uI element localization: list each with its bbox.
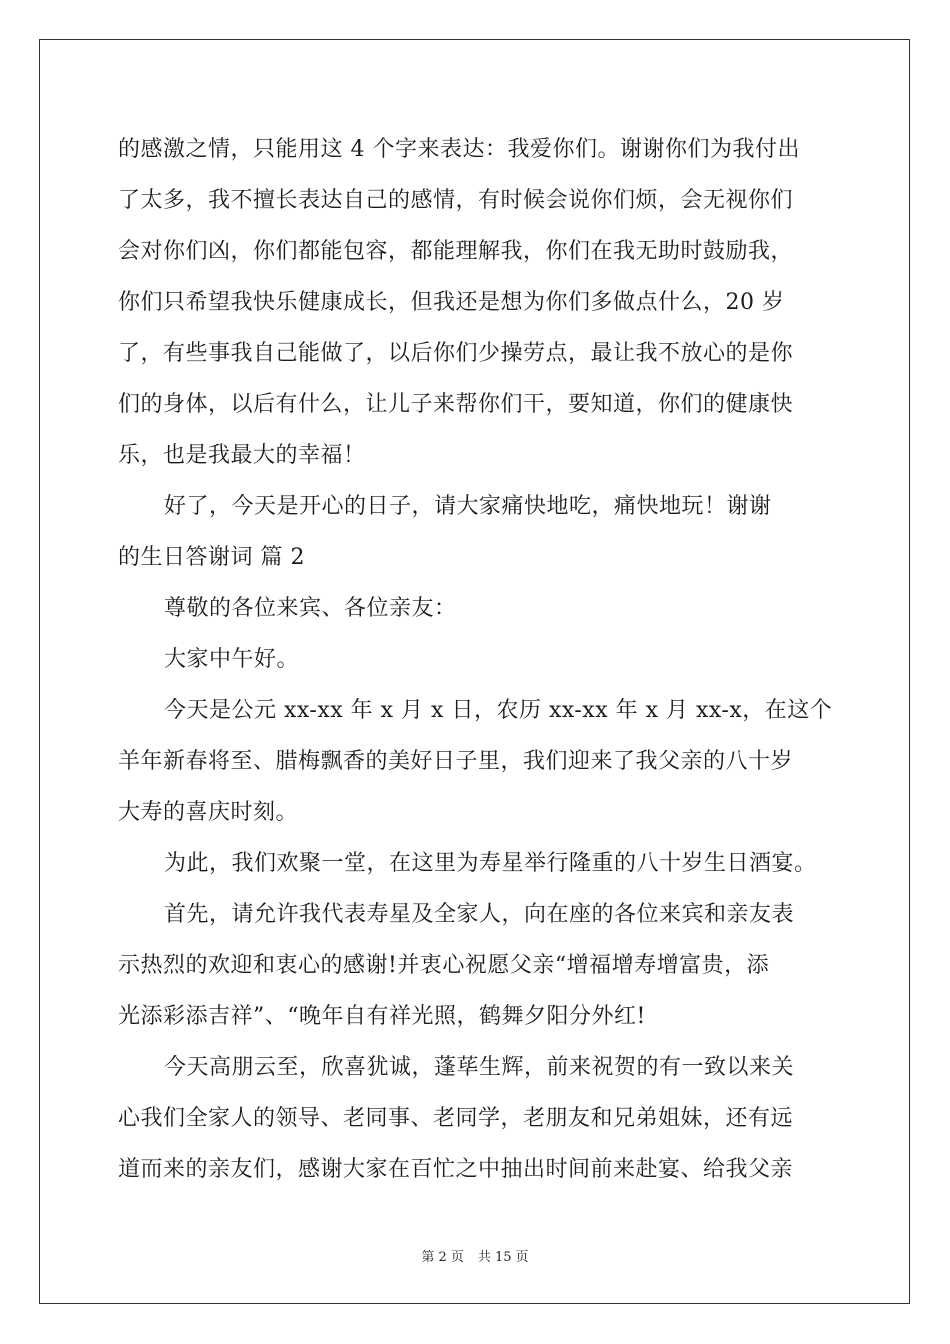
- text-line: 道而来的亲友们，感谢大家在百忙之中抽出时间前来赴宴、给我父亲: [118, 1157, 794, 1182]
- section-heading: 的生日答谢词 篇 2: [118, 545, 305, 570]
- text-line: 今天高朋云至，欣喜犹诚，蓬荜生辉，前来祝贺的有一致以来关: [164, 1055, 795, 1080]
- text-line: 心我们全家人的领导、老同事、老同学，老朋友和兄弟姐妹，还有远: [118, 1106, 794, 1131]
- page-number: 第 2 页: [421, 1250, 464, 1265]
- text-line: 乐，也是我最大的幸福！: [118, 443, 366, 468]
- text-line: 光添彩添吉祥”、“晚年自有祥光照，鹤舞夕阳分外红!: [118, 1004, 646, 1029]
- salutation: 尊敬的各位来宾、各位亲友：: [164, 596, 457, 621]
- document-body: [118, 130, 838, 1201]
- text-line: 好了，今天是开心的日子，请大家痛快地吃，痛快地玩！谢谢: [164, 494, 772, 519]
- text-line: 会对你们凶，你们都能包容，都能理解我，你们在我无助时鼓励我，: [118, 239, 794, 264]
- text-line: 今天是公元 xx-xx 年 x 月 x 日，农历 xx-xx 年 x 月 xx-x，在这个: [164, 698, 833, 723]
- text-line: 的感激之情，只能用这 4 个字来表达：我爱你们。谢谢你们为我付出: [118, 137, 800, 162]
- text-line: 了太多，我不擅长表达自己的感情，有时候会说你们烦，会无视你们: [118, 188, 794, 213]
- page-total: 共 15 页: [477, 1250, 529, 1265]
- text-line: 为此，我们欢聚一堂，在这里为寿星举行隆重的八十岁生日酒宴。: [164, 851, 817, 876]
- text-line: 大寿的喜庆时刻。: [118, 800, 299, 825]
- text-line: 们的身体，以后有什么，让儿子来帮你们干，要知道，你们的健康快: [118, 392, 794, 417]
- text-line: 了，有些事我自己能做了，以后你们少操劳点，最让我不放心的是你: [118, 341, 794, 366]
- greeting: 大家中午好。: [164, 647, 300, 672]
- page-footer: [0, 1246, 950, 1265]
- text-line: 你们只希望我快乐健康成长，但我还是想为你们多做点什么，20 岁: [118, 290, 785, 315]
- text-line: 示热烈的欢迎和衷心的感谢!并衷心祝愿父亲“增福增寿增富贵，添: [118, 953, 770, 978]
- text-line: 首先，请允许我代表寿星及全家人，向在座的各位来宾和亲友表: [164, 902, 795, 927]
- text-line: 羊年新春将至、腊梅飘香的美好日子里，我们迎来了我父亲的八十岁: [118, 749, 794, 774]
